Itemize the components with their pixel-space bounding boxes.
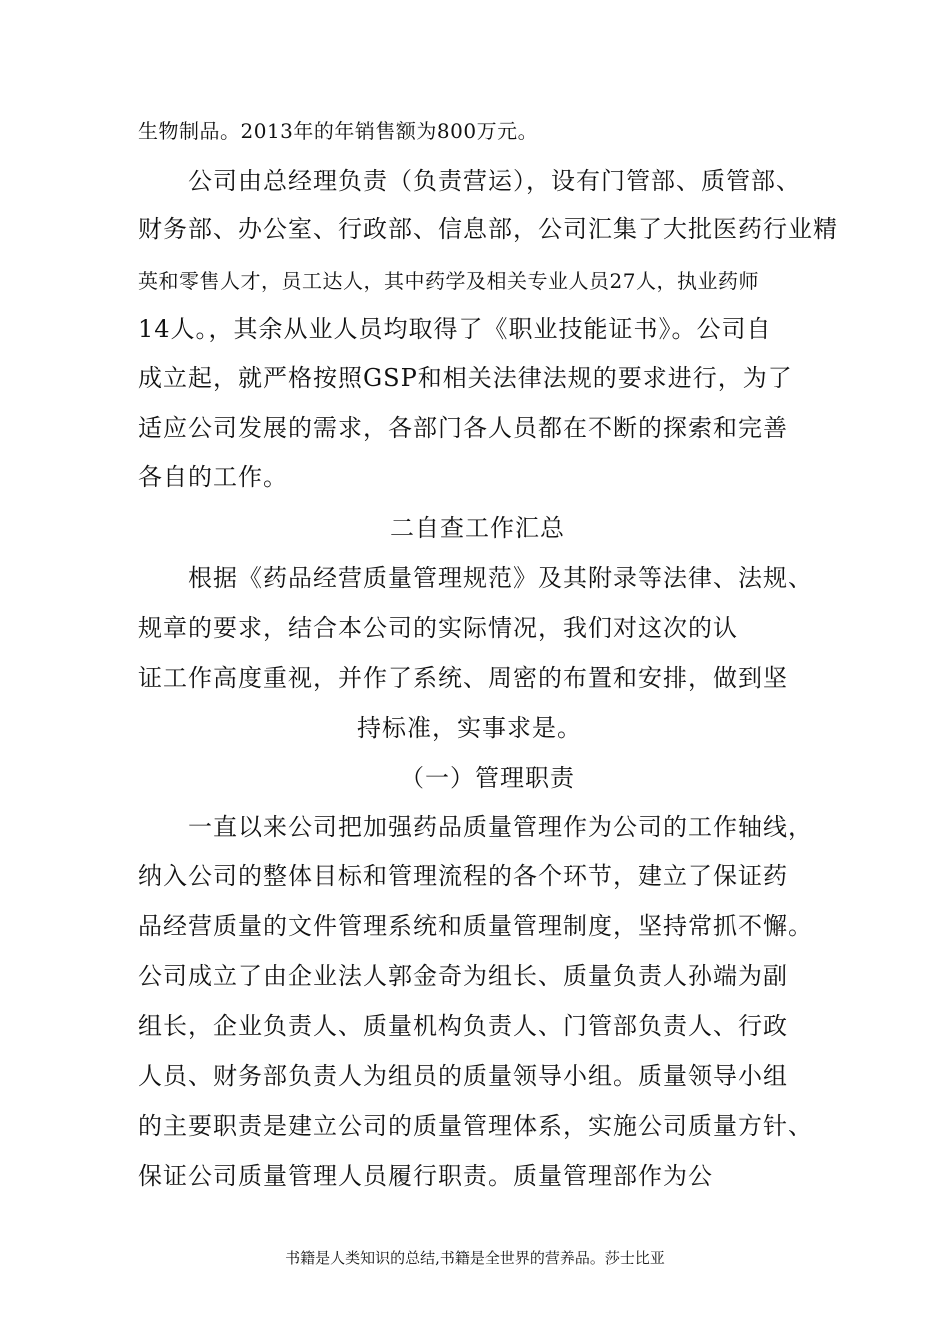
paragraph-line: 适应公司发展的需求，各部门各人员都在不断的探索和完善: [138, 414, 788, 442]
paragraph-line: 一直以来公司把加强药品质量管理作为公司的工作轴线，: [138, 813, 813, 841]
paragraph-line: 14人。，其余从业人员均取得了《职业技能证书》。公司自: [138, 315, 772, 343]
paragraph-line: 的主要职责是建立公司的质量管理体系，实施公司质量方针、: [138, 1112, 813, 1140]
paragraph-line: 公司由总经理负责（负责营运），设有门管部、质管部、: [138, 167, 801, 195]
paragraph-line: 公司成立了由企业法人郭金奇为组长、质量负责人孙端为副: [138, 962, 788, 990]
paragraph-line: 组长，企业负责人、质量机构负责人、门管部负责人、行政: [138, 1012, 788, 1040]
paragraph-line: 规章的要求，结合本公司的实际情况，我们对这次的认: [138, 614, 738, 642]
paragraph-line: 财务部、办公室、行政部、信息部，公司汇集了大批医药行业精: [138, 215, 838, 243]
paragraph-line: 成立起，就严格按照GSP和相关法律法规的要求进行，为了: [138, 364, 793, 392]
paragraph-line: 品经营质量的文件管理系统和质量管理制度，坚持常抓不懈。: [138, 912, 813, 940]
paragraph-line: 各自的工作。: [138, 463, 288, 491]
paragraph-line: 人员、财务部负责人为组员的质量领导小组。质量领导小组: [138, 1062, 788, 1090]
paragraph-line: 保证公司质量管理人员履行职责。质量管理部作为公: [138, 1162, 713, 1190]
paragraph-line: 纳入公司的整体目标和管理流程的各个环节，建立了保证药: [138, 862, 788, 890]
subsection-title: （一）管理职责: [400, 764, 575, 792]
paragraph-line: 根据《药品经营质量管理规范》及其附录等法律、法规、: [138, 564, 813, 592]
page-footer: 书籍是人类知识的总结,书籍是全世界的营养品。莎士比亚: [285, 1249, 665, 1267]
paragraph-line: 英和零售人才，员工达人，其中药学及相关专业人员27人，执业药师: [138, 269, 759, 293]
paragraph-line: 生物制品。2013年的年销售额为800万元。: [138, 119, 539, 143]
section-title: 二自查工作汇总: [390, 514, 565, 542]
paragraph-line: 证工作高度重视，并作了系统、周密的布置和安排，做到坚: [138, 664, 788, 692]
paragraph-line: 持标准，实事求是。: [357, 714, 582, 742]
